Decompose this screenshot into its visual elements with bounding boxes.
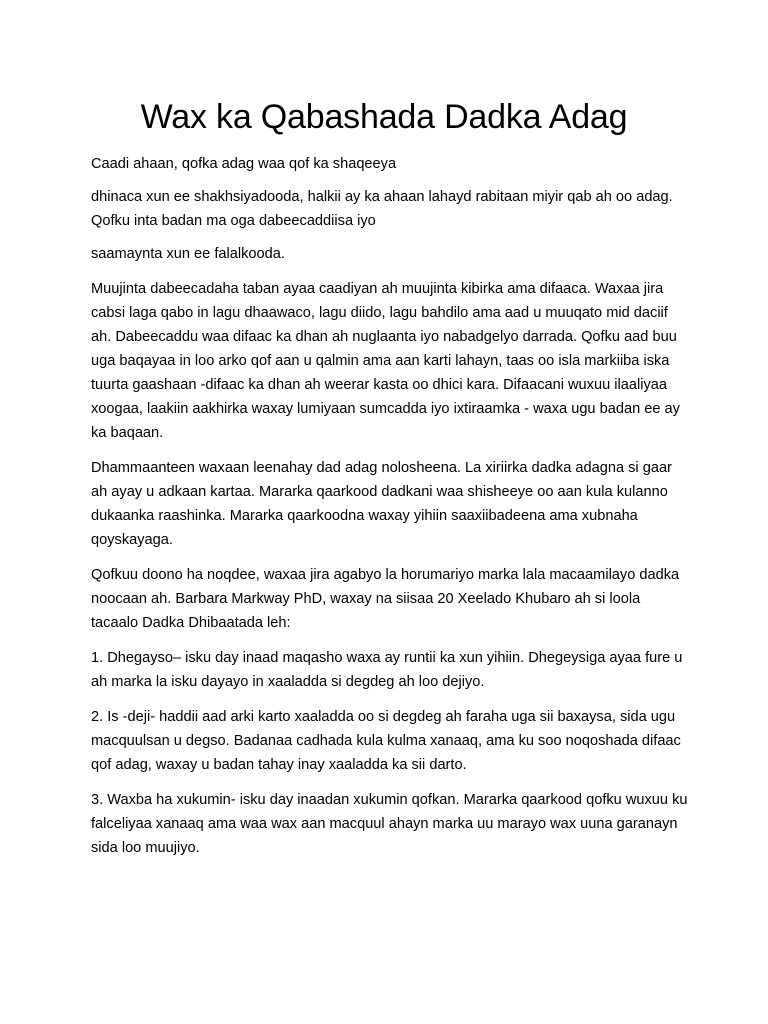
list-item-listen: 1. Dhegayso– isku day inaad maqasho waxa ay runtii ka xun yihiin. Dhegeysiga ayaa fure u ah marka la isku dayayo in xaaladda si degdeg ah loo dejiyo. [91,650,683,690]
list-item-no-judgement: 3. Waxba ha xukumin- isku day inaadan xukumin qofkan. Mararka qaarkood qofku wuxuu ku falceliyaa xanaaq ama waa wax aan macquul ahayn marka uu marayo wax uuna garanayn sida loo muujiyo. [91,792,688,856]
page-title: Wax ka Qabashada Dadka Adag [140,98,628,136]
paragraph-intro: Caadi ahaan, qofka adag waa qof ka shaqeeya [91,156,397,172]
paragraph-behavior: Muujinta dabeecadaha taban ayaa caadiyan ah muujinta kibirka ama difaaca. Waxaa jira cabsi laga qabo in lagu dhaawaco, lagu diido, lagu bahdilo ama aad u muuqato mid daciif ah. Dabeecaddu waa difaac ka dhan ah nuglaanta iyo nabadgelyo darrada. Qofku aad buu uga baqayaa in loo arko qof aan u qalmin ama aan karti lahayn, taas oo isla markiiba iska tuurta gaashaan -difaac ka dhan ah weerar kasta oo dhici kara. Difaacani wuxuu ilaaliyaa xoogaa, laakiin aakhirka waxay lumiyaan sumcadda iyo ixtiraamka - waxa ugu badan ee ay ka baqaan. [91,281,680,441]
paragraph-difficult-people: Dhammaanteen waxaan leenahay dad adag nolosheena. La xiriirka dadka adagna si gaar ah ayay u adkaan kartaa. Mararka qaarkood dadkani waa shisheeye oo aan kula kulanno dukaanka raashinka. Mararka qaarkoodna waxay yihiin saaxiibadeena ama xubnaha qoyskayaga. [91,460,672,548]
list-item-calm: 2. Is -deji- haddii aad arki karto xaaladda oo si degdeg ah faraha uga sii baxaysa, sida ugu macquulsan u degso. Badanaa cadhada kula kulma xanaaq, ama ku soo noqoshada difaac qof adag, waxay u badan tahay inay xaaladda ka sii darto. [91,709,681,773]
document-body [91,152,691,871]
paragraph-tools: Qofkuu doono ha noqdee, waxaa jira agabyo la horumariyo marka lala macaamilayo dadka noocaan ah. Barbara Markway PhD, waxay na siisaa 20 Xeelado Khubaro ah si loola tacaalo Dadka Dhibaatada leh: [91,567,680,631]
paragraph-effects: saamaynta xun ee falalkooda. [91,246,285,262]
paragraph-continuation: dhinaca xun ee shakhsiyadooda, halkii ay ka ahaan lahayd rabitaan miyir qab ah oo adag. Qofku inta badan ma oga dabeecaddiisa iyo [91,189,673,229]
